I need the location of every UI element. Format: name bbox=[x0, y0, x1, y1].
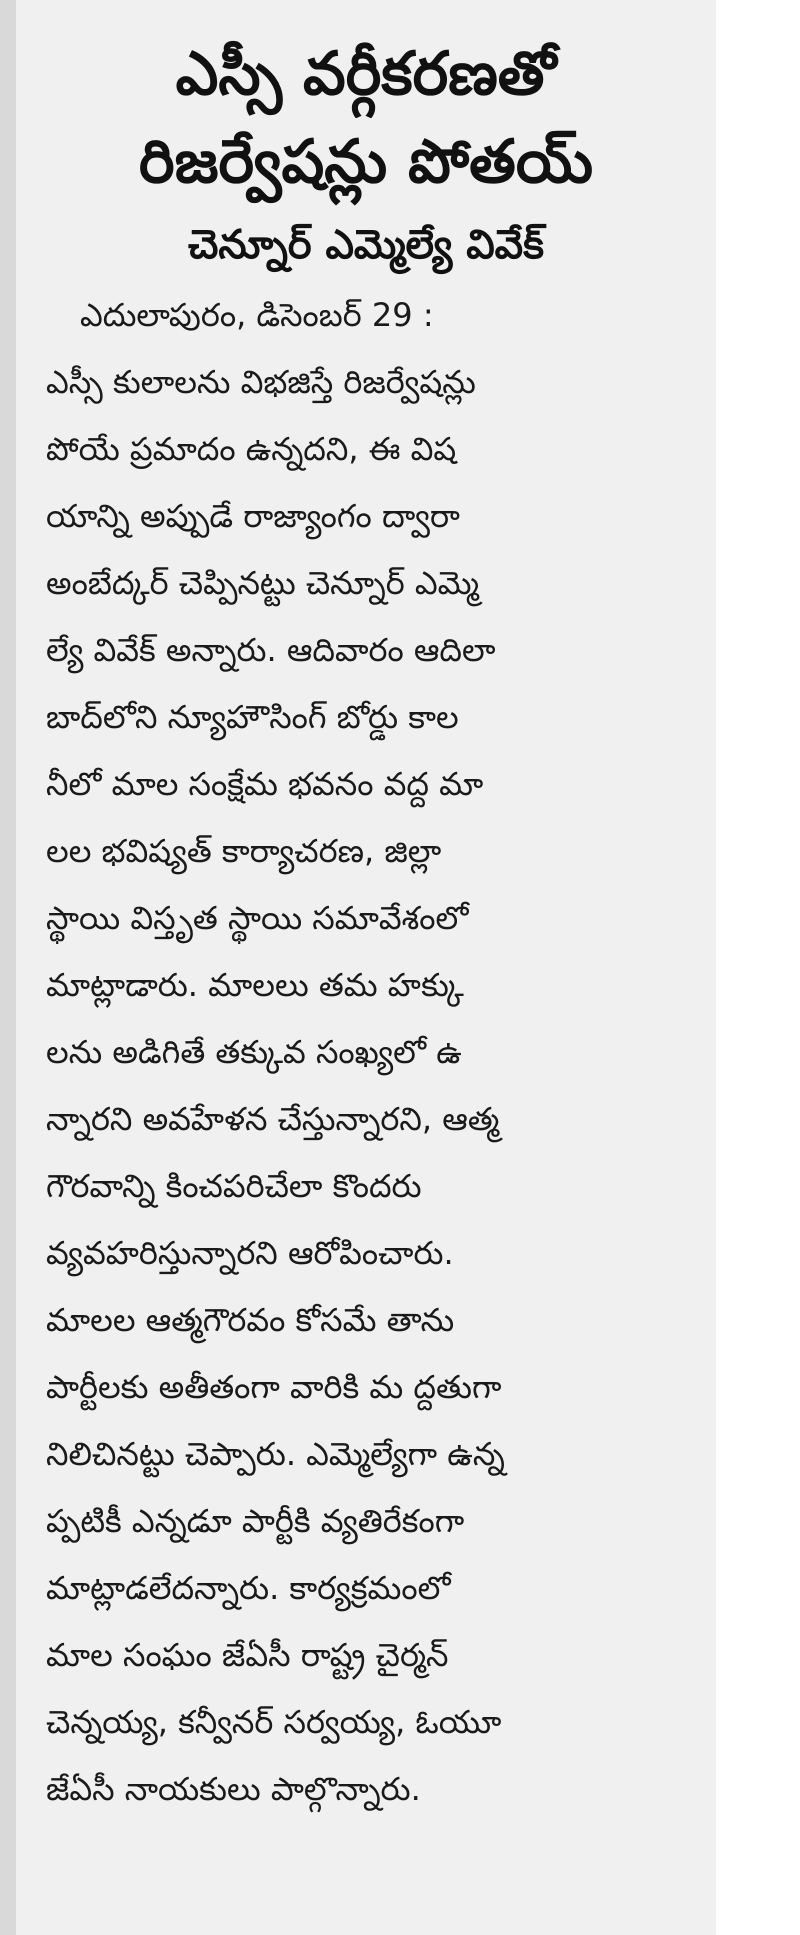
body-line: మాలల ఆత్మగౌరవం కోసమే తాను bbox=[46, 1301, 455, 1339]
headline bbox=[36, 30, 696, 206]
headline-line-1: ఎస్సీ వర్గీకరణతో bbox=[175, 39, 557, 109]
body-line: పార్టీలకు అతీతంగా వారికి మ ద్దతుగా bbox=[46, 1368, 502, 1406]
body-line: లను అడిగితే తక్కువ సంఖ్యలో ఉ bbox=[46, 1033, 462, 1071]
body-line: వ్యవహరిస్తున్నారని ఆరోపించారు. bbox=[46, 1234, 454, 1272]
body-line: గౌరవాన్ని కించపరిచేలా కొందరు bbox=[46, 1167, 422, 1205]
sub-headline: చెన్నూర్ ఎమ్మెల్యే వివేక్ bbox=[187, 222, 544, 268]
body-line: నిలిచినట్టు చెప్పారు. ఎమ్మెల్యేగా ఉన్న bbox=[46, 1435, 505, 1473]
body-line: పోయే ప్రమాదం ఉన్నదని, ఈ విష bbox=[46, 430, 457, 468]
body-line: అంబేద్కర్ చెప్పినట్టు చెన్నూర్ ఎమ్మె bbox=[46, 564, 480, 602]
right-blank-margin bbox=[716, 0, 800, 1935]
left-gray-strip bbox=[0, 0, 16, 1935]
body-line: జేఏసీ నాయకులు పాల్గొన్నారు. bbox=[46, 1770, 421, 1808]
body-line: బాద్‌లోని న్యూహౌసింగ్ బోర్డు కాల bbox=[46, 698, 459, 736]
body-line: నీలో మాల సంక్షేమ భవనం వద్ద మా bbox=[46, 765, 484, 803]
body-line: మాట్లాడలేదన్నారు. కార్యక్రమంలో bbox=[46, 1569, 451, 1607]
body-line: ల్యే వివేక్ అన్నారు. ఆదివారం ఆదిలా bbox=[46, 631, 496, 669]
body-line: మాల సంఘం జేఏసీ రాష్ట్ర చైర్మన్ bbox=[46, 1636, 449, 1674]
newspaper-clipping bbox=[16, 0, 716, 1935]
article-body bbox=[36, 282, 696, 1823]
body-line: మాట్లాడారు. మాలలు తమ హక్కు bbox=[46, 966, 464, 1004]
body-line: న్నారని అవహేళన చేస్తున్నారని, ఆత్మ bbox=[46, 1100, 500, 1138]
body-line: స్థాయి విస్తృత స్థాయి సమావేశంలో bbox=[46, 899, 469, 937]
body-line: లల భవిష్యత్ కార్యాచరణ, జిల్లా bbox=[46, 832, 442, 870]
headline-line-2: రిజర్వేషన్లు పోతయ్ bbox=[139, 127, 593, 197]
body-line: ప్పటికీ ఎన్నడూ పార్టీకి వ్యతిరేకంగా bbox=[46, 1502, 465, 1540]
body-line: యాన్ని అప్పుడే రాజ్యాంగం ద్వారా bbox=[46, 497, 460, 535]
body-line: ఎస్సీ కులాలను విభజిస్తే రిజర్వేషన్లు bbox=[46, 363, 476, 401]
body-line: చెన్నయ్య, కన్వీనర్ సర్వయ్య, ఓయూ bbox=[46, 1703, 502, 1741]
dateline: ఎదులాపురం, డిసెంబర్ 29 : bbox=[80, 296, 434, 334]
